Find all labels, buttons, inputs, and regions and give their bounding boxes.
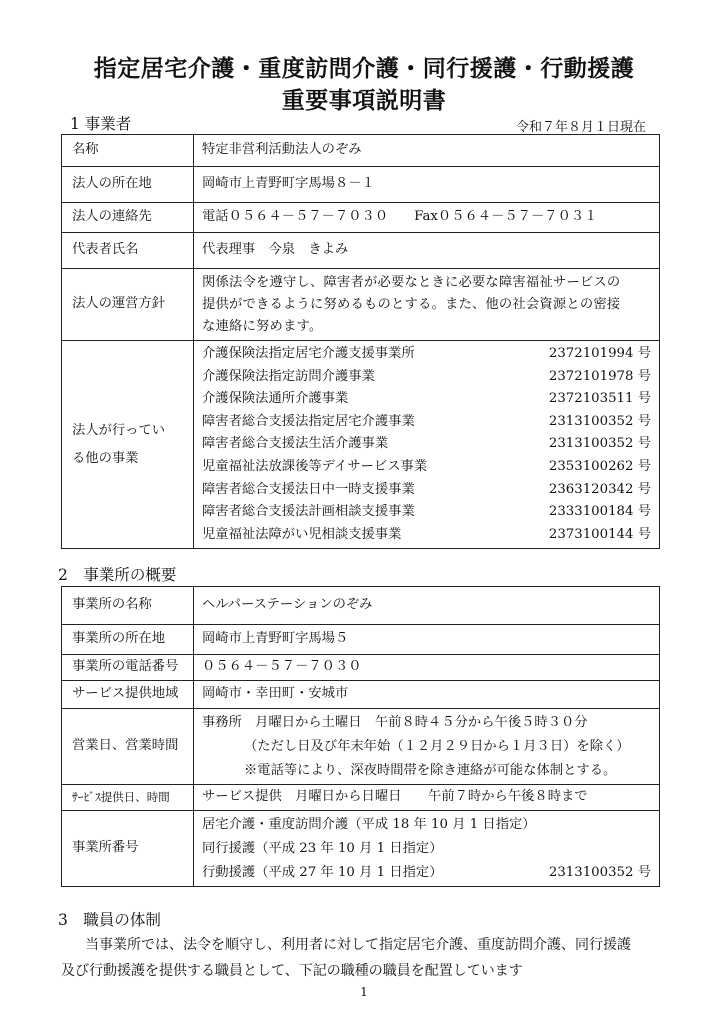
company-rep-label: 代表者氏名 (62, 233, 194, 269)
list-item: 障害者総合支援法計画相談支援事業 2333100184 号 (202, 504, 651, 520)
office-name-value: ヘルパーステーションのぞみ (194, 587, 660, 625)
company-policy-row (62, 269, 660, 341)
office-service-time-row (62, 785, 660, 811)
company-policy-text: 関係法令を遵守し、障害者が必要なときに必要な障害福祉サービスの 提供ができるように努めるものとする。また、他の社会資源との密接 な連絡に努めます。 (194, 269, 660, 341)
office-hours-label: 営業日、営業時間 (62, 709, 194, 785)
document-title-line1: 指定居宅介護・重度訪問介護・同行援護・行動援護 (93, 56, 635, 82)
company-other-business-label: 法人が行ってい る他の事業 (62, 341, 194, 549)
office-area-label: サービス提供地域 (62, 681, 194, 709)
office-hours-value: 事務所 月曜日から土曜日 午前８時４５分から午後５時３０分 （ただし日及び年末年始（１２月２９日から１月３日）を除く） ※電話等により、深夜時間帯を除き連絡が可能な体制とする。 (194, 709, 660, 785)
company-name-row (62, 135, 660, 167)
office-phone-label: 事業所の電話番号 (62, 655, 194, 681)
list-item: 障害者総合支援法指定居宅介護事業 2313100352 号 (202, 413, 651, 429)
office-name-label: 事業所の名称 (62, 587, 194, 625)
office-number-row (62, 811, 660, 887)
list-item: 介護保険法指定居宅介護支援事業所 2372101994 号 (202, 346, 651, 361)
office-address-row (62, 625, 660, 655)
company-policy-label: 法人の運営方針 (62, 269, 194, 341)
office-phone-row (62, 655, 660, 681)
company-name-label: 名称 (62, 135, 194, 167)
list-item: 介護保険法指定訪問介護事業 2372101978 号 (202, 368, 651, 384)
company-address-row (62, 167, 660, 203)
company-rep-row (62, 233, 660, 269)
section3-heading: 3 職員の体制 (58, 911, 161, 929)
list-item: 障害者総合支援法生活介護事業 2313100352 号 (202, 436, 651, 452)
document-title-line2: 重要事項説明書 (281, 88, 447, 114)
company-other-business-row (62, 341, 660, 549)
company-contact-label: 法人の連絡先 (62, 203, 194, 233)
section1-heading: 1 事業者 (70, 115, 132, 133)
company-contact-row (62, 203, 660, 233)
other-business-list (194, 341, 660, 549)
list-item: 障害者総合支援法日中一時支援事業 2363120342 号 (202, 481, 651, 497)
page-number: 1 (360, 985, 368, 999)
company-address-value: 岡崎市上青野町字馬場８－１ (194, 167, 660, 203)
office-address-value: 岡崎市上青野町字馬場５ (194, 625, 660, 655)
section3-line2: 及び行動援護を提供する職員として、下記の職種の職員を配置しています (61, 963, 523, 979)
office-name-row (62, 587, 660, 625)
office-address-label: 事業所の所在地 (62, 625, 194, 655)
company-table (61, 134, 660, 549)
company-rep-value: 代表理事 今泉 きよみ (194, 233, 660, 269)
office-hours-row (62, 709, 660, 785)
list-item: 児童福祉法放課後等デイサービス事業 2353100262 号 (202, 458, 651, 474)
office-service-time-value: サービス提供 月曜日から日曜日 午前７時から午後８時まで (194, 785, 660, 811)
office-area-value: 岡崎市・幸田町・安城市 (194, 681, 660, 709)
office-number-code: 2313100352 号 (548, 864, 651, 880)
company-address-label: 法人の所在地 (62, 167, 194, 203)
office-table (61, 586, 660, 887)
office-number-value: 居宅介護・重度訪問介護（平成 18 年 10 月 1 日指定） 同行援護（平成 23 年 10 月 1 日指定） 行動援護（平成 27 年 10 月 1 日指定） 2313100352 号 (194, 811, 660, 887)
office-number-label: 事業所番号 (62, 811, 194, 887)
list-item: 児童福祉法障がい児相談支援事業 2373100144 号 (202, 526, 651, 542)
company-tel: 電話０５６４－５７－７０３０ (202, 209, 389, 225)
office-service-time-label: ｻｰﾋﾞｽ提供日、時間 (62, 785, 194, 811)
company-fax: Fax０５６４－５７－７０３１ (414, 209, 598, 225)
office-area-row (62, 681, 660, 709)
list-item: 介護保険法通所介護事業 2372103511 号 (202, 391, 651, 407)
office-phone-value: ０５６４－５７－７０３０ (194, 655, 660, 681)
section2-heading: 2 事業所の概要 (58, 566, 177, 584)
company-name-value: 特定非営利活動法人のぞみ (194, 135, 660, 167)
document-date: 令和７年８月１日現在 (515, 120, 646, 135)
section3-line1: 当事業所では、法令を順守し、利用者に対して指定居宅介護、重度訪問介護、同行援護 (85, 937, 631, 953)
